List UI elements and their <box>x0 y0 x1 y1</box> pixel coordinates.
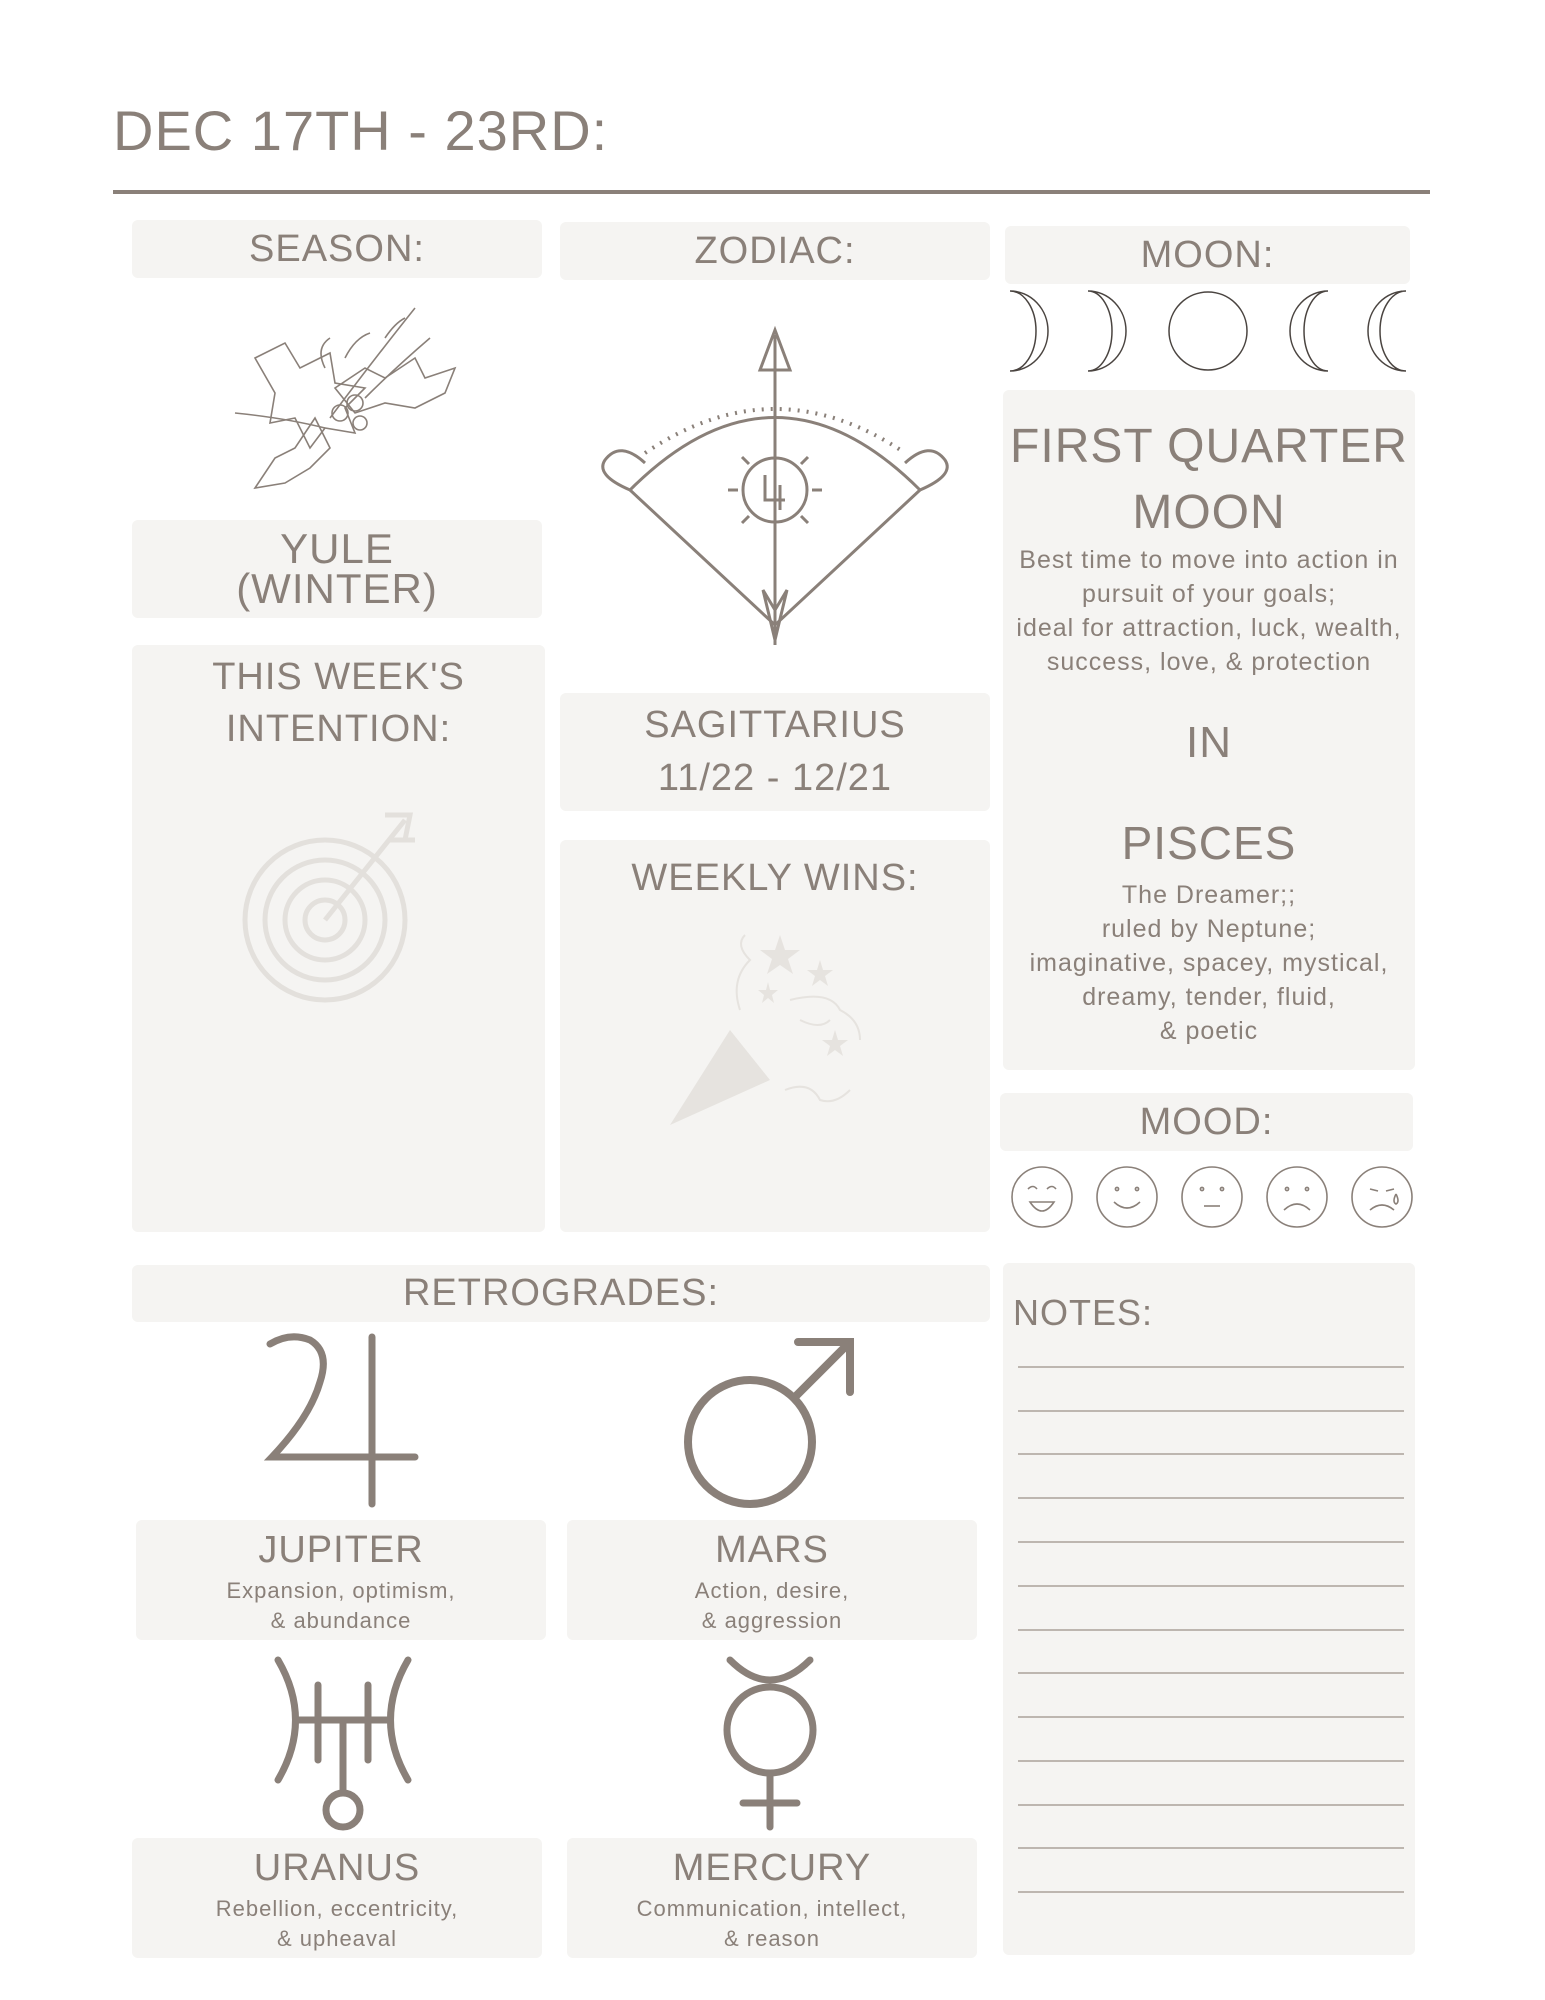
moon-phases <box>1008 286 1413 376</box>
jupiter-name: JUPITER <box>258 1529 424 1571</box>
mercury-glyph-icon <box>705 1655 835 1835</box>
mars-glyph-icon <box>680 1332 860 1512</box>
notes-line <box>1018 1453 1404 1455</box>
season-name-line1: YULE <box>280 525 394 572</box>
mood-label: MOOD: <box>1139 1100 1274 1143</box>
smiling-face-icon[interactable] <box>1097 1167 1157 1227</box>
moon-header <box>1005 226 1410 284</box>
full-moon-icon <box>1169 292 1247 370</box>
moon-sign-desc-1: The Dreamer;; <box>1121 881 1297 909</box>
moon-phase-desc-1: Best time to move into action in <box>1019 546 1399 574</box>
moon-phase-name <box>1003 414 1415 546</box>
uranus-glyph-icon <box>268 1655 418 1830</box>
mercury-name: MERCURY <box>672 1847 872 1889</box>
intention-label-line2: INTENTION: <box>225 708 452 750</box>
mood-faces[interactable] <box>1010 1164 1425 1234</box>
moon-label: MOON: <box>1140 233 1275 276</box>
season-header <box>132 220 542 278</box>
holly-icon <box>215 298 475 498</box>
crying-face-icon[interactable] <box>1352 1167 1412 1227</box>
intention-label <box>132 648 545 758</box>
zodiac-dates: 11/22 - 12/21 <box>657 757 893 799</box>
moon-sign-desc <box>1003 878 1415 1048</box>
notes-line <box>1018 1585 1404 1587</box>
page-title: DEC 17TH - 23RD: <box>113 99 609 162</box>
moon-in: IN <box>1186 718 1232 767</box>
weekly-wins-label: WEEKLY WINS: <box>631 856 919 899</box>
notes-line <box>1018 1629 1404 1631</box>
title-divider <box>113 190 1430 194</box>
zodiac-sign: SAGITTARIUS <box>644 704 906 746</box>
moon-sign-desc-2: ruled by Neptune; <box>1101 915 1317 943</box>
uranus-desc-1: Rebellion, eccentricity, <box>215 1896 459 1921</box>
notes-line <box>1018 1891 1404 1893</box>
moon-phase-desc-3: ideal for attraction, luck, wealth, <box>1016 614 1402 642</box>
moon-phase-desc-2: pursuit of your goals; <box>1081 580 1337 608</box>
zodiac-header <box>560 222 990 280</box>
moon-sign: PISCES <box>1121 817 1297 869</box>
moon-sign-desc-3: imaginative, spacey, mystical, <box>1029 949 1389 977</box>
mercury-box <box>567 1838 977 1958</box>
moon-phase-desc-4: success, love, & protection <box>1046 648 1372 676</box>
intention-label-line1: THIS WEEK'S <box>212 656 465 698</box>
mars-box <box>567 1520 977 1640</box>
waning-crescent-moon-icon <box>1010 291 1048 371</box>
sad-face-icon[interactable] <box>1267 1167 1327 1227</box>
notes-line <box>1018 1672 1404 1674</box>
uranus-box <box>132 1838 542 1958</box>
notes-line <box>1018 1847 1404 1849</box>
mars-name: MARS <box>715 1529 829 1571</box>
mercury-desc-1: Communication, intellect, <box>636 1896 908 1921</box>
zodiac-sign-box <box>560 693 990 811</box>
jupiter-desc-1: Expansion, optimism, <box>226 1578 456 1603</box>
notes-line <box>1018 1410 1404 1412</box>
notes-label: NOTES: <box>1013 1292 1154 1333</box>
moon-phase-line1: FIRST QUARTER <box>1010 420 1408 473</box>
mars-desc-1: Action, desire, <box>694 1578 850 1603</box>
retrogrades-header <box>132 1265 990 1322</box>
mars-desc-2: & aggression <box>701 1608 843 1633</box>
mercury-desc-2: & reason <box>723 1926 821 1951</box>
laughing-face-icon[interactable] <box>1012 1167 1072 1227</box>
season-name-box <box>132 520 542 618</box>
notes-line <box>1018 1804 1404 1806</box>
party-popper-icon <box>660 930 880 1130</box>
jupiter-glyph-icon <box>260 1332 420 1507</box>
notes-line <box>1018 1716 1404 1718</box>
sagittarius-bow-icon <box>585 325 965 645</box>
moon-sign-desc-5: & poetic <box>1159 1017 1259 1045</box>
notes-line <box>1018 1760 1404 1762</box>
mood-header <box>1000 1093 1413 1151</box>
zodiac-label: ZODIAC: <box>694 229 856 272</box>
waxing-gibbous-moon-icon <box>1290 291 1328 371</box>
retrogrades-label: RETROGRADES: <box>402 1272 720 1314</box>
uranus-desc-2: & upheaval <box>276 1926 398 1951</box>
moon-sign-desc-4: dreamy, tender, fluid, <box>1082 983 1336 1011</box>
season-label: SEASON: <box>249 227 425 270</box>
moon-phase-desc <box>1003 543 1415 679</box>
waning-gibbous-moon-icon <box>1088 291 1126 371</box>
notes-line <box>1018 1366 1404 1368</box>
notes-line <box>1018 1497 1404 1499</box>
moon-phase-line2: MOON <box>1132 486 1286 539</box>
jupiter-box <box>136 1520 546 1640</box>
notes-line <box>1018 1541 1404 1543</box>
waxing-crescent-moon-icon <box>1368 291 1406 371</box>
target-icon <box>235 800 435 1000</box>
neutral-face-icon[interactable] <box>1182 1167 1242 1227</box>
season-name-line2: (WINTER) <box>236 565 438 612</box>
jupiter-desc-2: & abundance <box>270 1608 412 1633</box>
uranus-name: URANUS <box>253 1847 421 1889</box>
